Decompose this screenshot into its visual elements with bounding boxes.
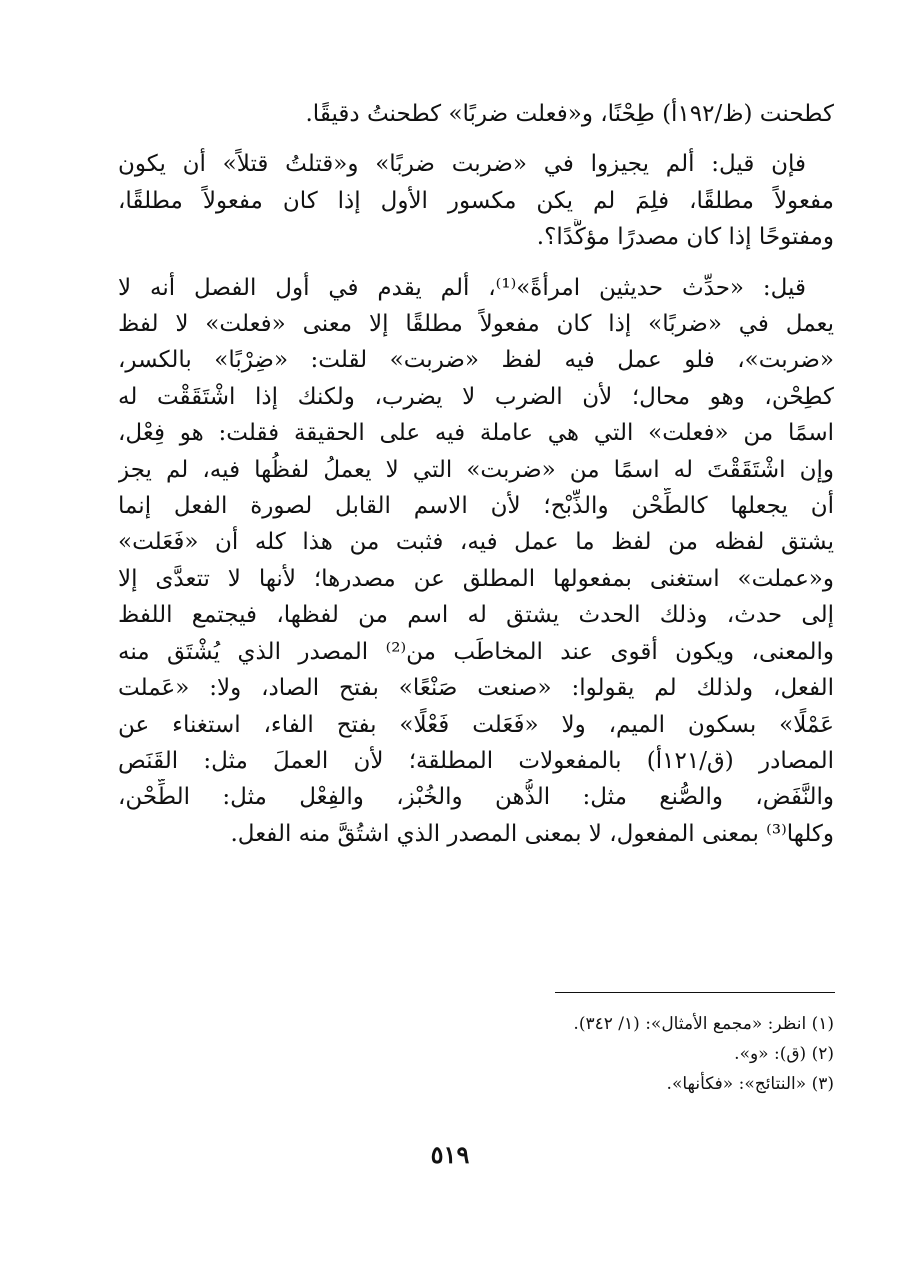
footnote-3: (٣) «النتائج»: «فكأنها». — [666, 1074, 834, 1094]
paragraph-3-line-12: الفعل، ولذلك لم يقولوا: «صنعت صَنْعًا» بفتح الصاد، ولا: «عَملت — [118, 675, 834, 702]
paragraph-3-line-6: وإن اشْتَقَقْتَ له اسمًا من «ضربت» التي لا يعملُ لفظُها فيه، لم يجز — [118, 456, 834, 483]
footnotes — [334, 1009, 834, 1099]
paragraph-2-line-2: مفعولاً مطلقًا، فلِمَ لم يكن مكسور الأول إذا كان مفعولاً مطلقًا، — [118, 187, 834, 214]
paragraph-3-line-3: «ضربت»، فلو عمل فيه لفظ «ضربت» لقلت: «ضِرْبًا» بالكسر، — [118, 347, 834, 374]
paragraph-1-line-1: كطحنت (ظ/١٩٢أ) طِحْنًا، و«فعلت ضربًا» كطحنتُ دقيقًا. — [305, 101, 834, 127]
paragraph-3-line-8: يشتق لفظه من لفظ ما عمل فيه، فثبت من هذا كله أن «فَعَلت» — [118, 529, 834, 556]
paragraph-3-line-16: وكلها⁽³⁾ بمعنى المفعول، لا بمعنى المصدر الذي اشتُقَّ منه الفعل. — [230, 820, 834, 847]
paragraph-3-line-15: والنَّفَض، والصُّنع مثل: الذُّهن والخُبْز، والفِعْل مثل: الطِّحْن، — [118, 784, 834, 811]
footnote-2: (٢) (ق): «و». — [734, 1044, 834, 1064]
paragraph-2-line-1: فإن قيل: ألم يجيزوا في «ضربت ضربًا» و«قتلتُ قتلاً» أن يكون — [118, 151, 806, 178]
paragraph-3-line-4: كطِحْن، وهو محال؛ لأن الضرب لا يضرب، ولكنك إذا اشْتَقَقْت له — [118, 383, 834, 410]
page-body — [118, 96, 834, 852]
footnote-divider — [555, 992, 835, 993]
footnote-1: (١) انظر: «مجمع الأمثال»: (١/ ٣٤٢). — [573, 1014, 834, 1034]
paragraph-3-line-2: يعمل في «ضربًا» إذا كان مفعولاً مطلقًا إلا معنى «فعلت» لا لفظ — [118, 311, 834, 338]
paragraph-2 — [118, 146, 834, 255]
paragraph-1 — [118, 96, 834, 132]
paragraph-3-line-10: إلى حدث، وذلك الحدث يشتق له اسم من لفظها، فيجتمع اللفظ — [118, 602, 834, 629]
paragraph-3-line-1: قيل: «حدِّث حديثين امرأةً»⁽¹⁾، ألم يقدم في أول الفصل أنه لا — [118, 274, 806, 301]
paragraph-3-line-13: عَمْلًا» بسكون الميم، ولا «فَعَلت فَعْلًا» بفتح الفاء، استغناء عن — [118, 711, 834, 738]
paragraph-3-line-9: و«عملت» استغنى بمفعولها المطلق عن مصدرها؛ لأنها لا تتعدَّى إلا — [118, 565, 834, 592]
page-number: ٥١٩ — [430, 1140, 470, 1169]
paragraph-3 — [118, 270, 834, 853]
paragraph-3-line-7: أن يجعلها كالطِّحْن والذِّبْح؛ لأن الاسم القابل لصورة الفعل إنما — [118, 493, 834, 520]
paragraph-2-line-3: ومفتوحًا إذا كان مصدرًا مؤكَّدًا؟. — [536, 224, 834, 251]
paragraph-3-line-11: والمعنى، ويكون أقوى عند المخاطَب من⁽²⁾ المصدر الذي يُشْتَق منه — [118, 638, 834, 665]
paragraph-3-line-5: اسمًا من «فعلت» التي هي عاملة فيه على الحقيقة فقلت: هو فِعْل، — [118, 420, 834, 447]
paragraph-3-line-14: المصادر (ق/١٢١أ) بالمفعولات المطلقة؛ لأن العملَ مثل: القَنَص — [118, 747, 834, 774]
